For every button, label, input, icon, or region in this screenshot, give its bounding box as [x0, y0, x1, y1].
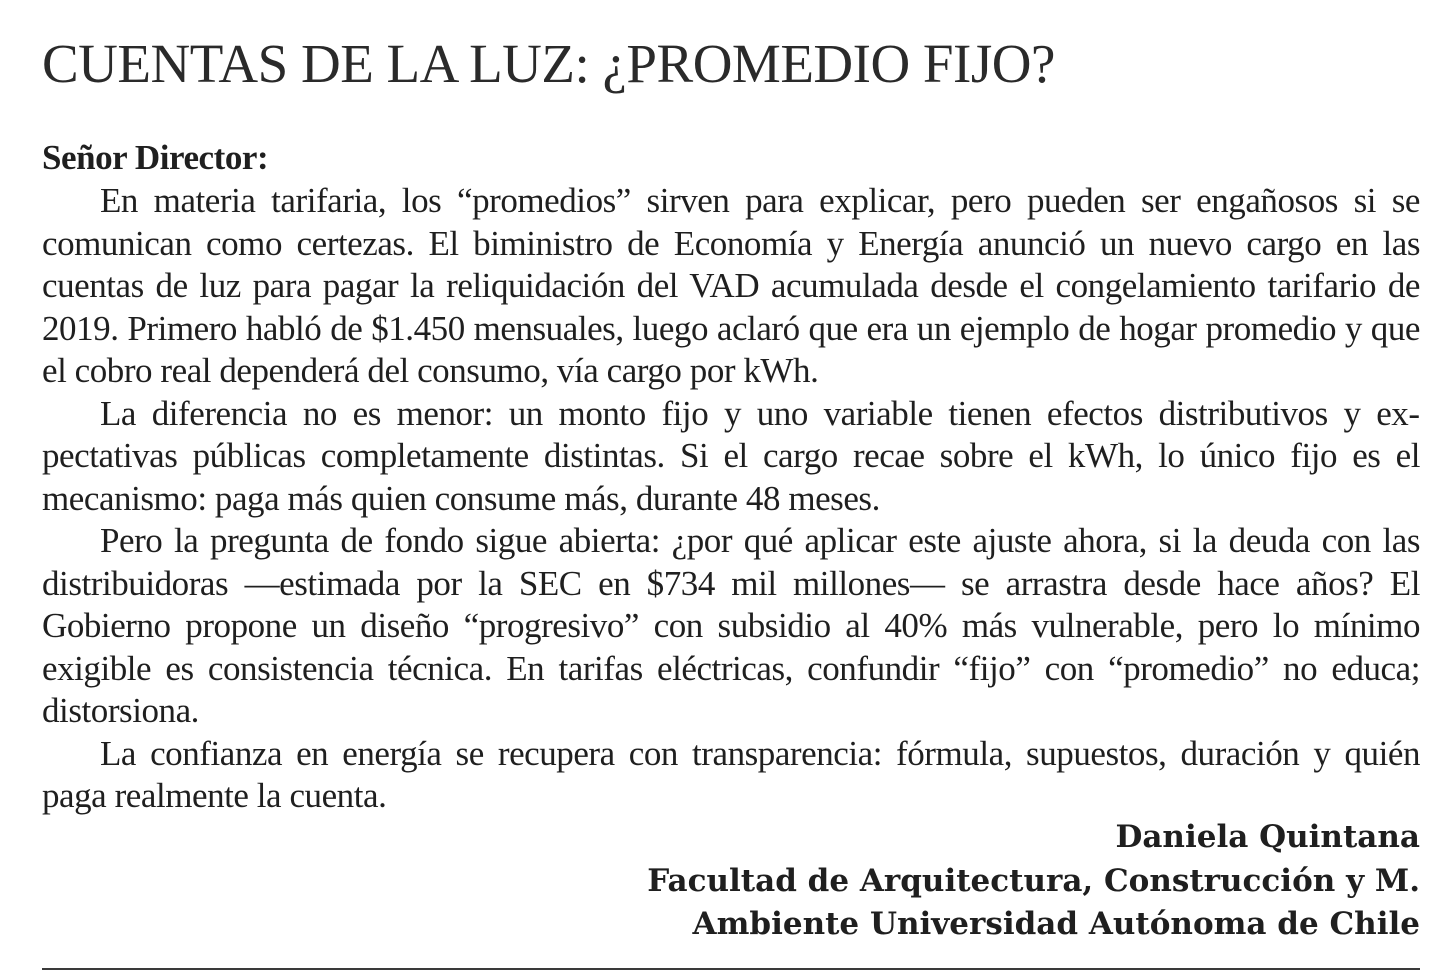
salutation: Señor Director:	[42, 138, 269, 177]
headline: CUENTAS DE LA LUZ: ¿PROMEDIO FIJO?	[42, 33, 1055, 94]
paragraph-3: Pero la pregunta de fondo sigue abierta: ¿por qué aplicar este ajuste ahora, si la deuda con las distribuidoras —estimada por la SEC en $734 mil millones— se arrastra desde hace años? El Gobierno propone un diseño “progresivo” con subsidio al 40% más vulnerable, pero lo mínimo exigible es consistencia técnica. En tarifas eléctricas, confundir “fijo” con “promedio” no educa; distorsiona.	[42, 521, 1420, 730]
paragraph-2: La diferencia no es menor: un monto fijo y uno variable tienen efectos distributivos y expectativas públicas completamente distintas. Si el cargo recae sobre el kWh, lo único fijo es el mecanismo: paga más quien consume más, durante 48 meses.	[42, 393, 1420, 518]
signature-affiliation-line-1: Facultad de Arquitectura, Construcción y M.	[647, 862, 1420, 899]
paragraph-4: La confianza en energía se recupera con transparencia: fórmula, supuestos, duración y quién paga realmente la cuenta.	[42, 733, 1420, 815]
letter-page	[42, 0, 1420, 972]
bottom-divider	[42, 968, 1420, 970]
paragraph-1: En materia tarifaria, los “promedios” sirven para explicar, pero pueden ser engañosos si se comunican como certezas. El biministro de Economía y Energía anunció un nuevo cargo en las cuentas de luz para pagar la reliquidación del VAD acumulada desde el congelamiento tarifario de 2019. Primero habló de $1.450 mensuales, luego aclaró que era un ejemplo de hogar promedio y que el cobro real dependerá del consumo, vía cargo por kWh.	[42, 181, 1420, 390]
signature-name: Daniela Quintana	[1115, 819, 1420, 855]
signature-affiliation-line-2: Ambiente Universidad Autónoma de Chile	[692, 906, 1420, 942]
signature-block	[647, 816, 1420, 947]
letter-body	[42, 136, 1420, 818]
